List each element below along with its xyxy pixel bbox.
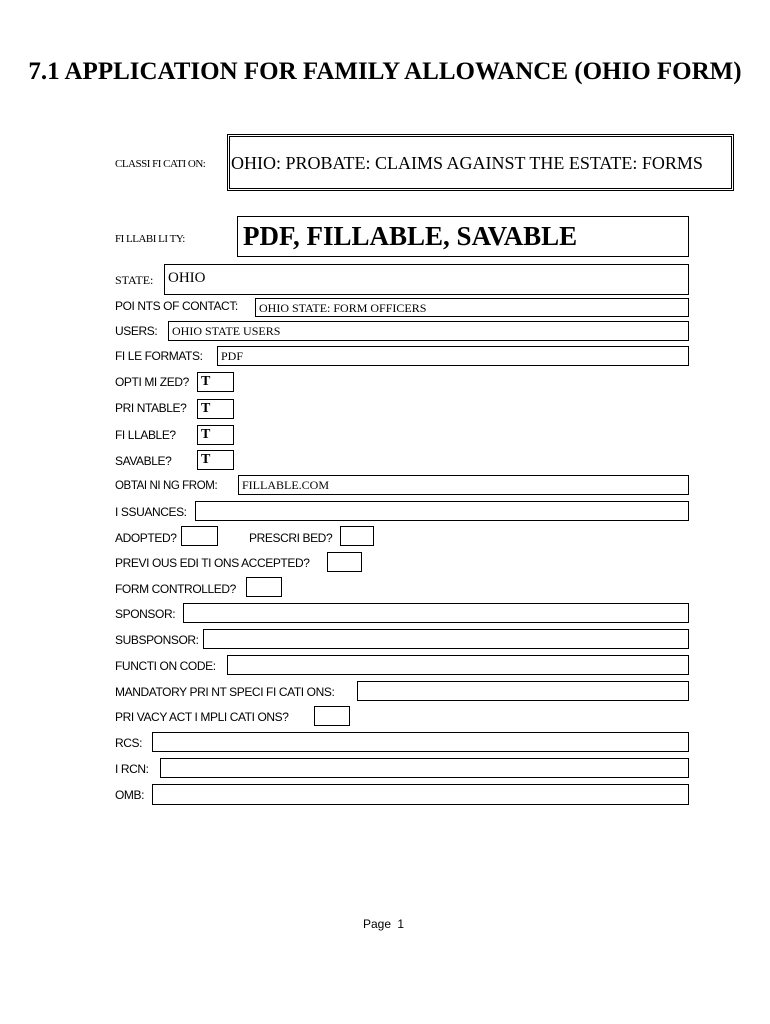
savable-label: SAVABLE?	[115, 454, 172, 468]
state-value: OHIO	[168, 270, 206, 286]
function-code-field[interactable]	[227, 655, 689, 675]
page-footer	[363, 917, 404, 931]
users-value: OHIO STATE USERS	[172, 324, 281, 338]
sponsor-label: SPONSOR:	[115, 607, 176, 621]
form-controlled-label: FORM CONTROLLED?	[115, 582, 236, 596]
prescribed-field[interactable]	[340, 526, 374, 546]
state-label: STATE:	[115, 273, 154, 287]
previous-editions-field[interactable]	[327, 552, 362, 572]
ircn-field[interactable]	[160, 758, 689, 778]
issuances-label: I SSUANCES:	[115, 505, 187, 519]
fillability-value: PDF, FILLABLE, SAVABLE	[243, 221, 578, 251]
obtaining-from-field[interactable]	[238, 475, 689, 495]
privacy-act-field[interactable]	[314, 706, 350, 726]
savable-field[interactable]	[197, 450, 234, 470]
printable-value: T	[201, 401, 211, 416]
points-of-contact-value: OHIO STATE: FORM OFFICERS	[259, 301, 427, 315]
omb-field[interactable]	[152, 784, 689, 805]
privacy-act-label: PRI VACY ACT I MPLI CATI ONS?	[115, 710, 289, 724]
printable-label: PRI NTABLE?	[115, 401, 187, 415]
users-field[interactable]	[168, 321, 689, 341]
file-formats-value: PDF	[221, 349, 244, 363]
fillable-value: T	[201, 427, 211, 442]
sponsor-field[interactable]	[183, 603, 689, 623]
mandatory-print-label: MANDATORY PRI NT SPECI FI CATI ONS:	[115, 685, 335, 699]
subsponsor-field[interactable]	[203, 629, 689, 649]
classification-label: CLASSI FI CATI ON:	[115, 158, 206, 170]
mandatory-print-field[interactable]	[357, 681, 689, 701]
issuances-field[interactable]	[195, 501, 689, 521]
users-label: USERS:	[115, 324, 158, 338]
function-code-label: FUNCTI ON CODE:	[115, 659, 216, 673]
rcs-label: RCS:	[115, 736, 143, 750]
subsponsor-label: SUBSPONSOR:	[115, 633, 199, 647]
optimized-field[interactable]	[197, 372, 234, 392]
ircn-label: I RCN:	[115, 762, 149, 776]
fillability-label: FI LLABI LI TY:	[115, 233, 185, 245]
optimized-label: OPTI MI ZED?	[115, 375, 189, 389]
fillability-field[interactable]	[237, 216, 689, 257]
obtaining-from-label: OBTAI NI NG FROM:	[115, 480, 218, 492]
adopted-label: ADOPTED?	[115, 531, 177, 545]
points-of-contact-label: POI NTS OF CONTACT:	[115, 299, 238, 313]
form-controlled-field[interactable]	[246, 577, 282, 597]
savable-value: T	[201, 452, 211, 467]
fillable-label: FI LLABLE?	[115, 428, 176, 442]
classification-value: OHIO: PROBATE: CLAIMS AGAINST THE ESTATE: FORMS	[231, 153, 703, 173]
obtaining-from-value: FILLABLE.COM	[242, 478, 329, 492]
prescribed-label: PRESCRI BED?	[249, 531, 333, 545]
file-formats-field[interactable]	[217, 346, 689, 366]
page-label: Page	[363, 917, 392, 931]
points-of-contact-field[interactable]	[255, 298, 689, 317]
adopted-field[interactable]	[181, 526, 218, 546]
state-field[interactable]	[164, 264, 689, 295]
page-number: 1	[397, 917, 405, 931]
rcs-field[interactable]	[152, 732, 689, 752]
previous-editions-label: PREVI OUS EDI TI ONS ACCEPTED?	[115, 556, 310, 570]
file-formats-label: FI LE FORMATS:	[115, 349, 203, 363]
classification-field[interactable]	[227, 134, 734, 191]
printable-field[interactable]	[197, 399, 234, 419]
omb-label: OMB:	[115, 788, 145, 802]
page-title: 7.1 APPLICATION FOR FAMILY ALLOWANCE (OHIO FORM)	[28, 58, 742, 85]
optimized-value: T	[201, 374, 211, 389]
fillable-field[interactable]	[197, 425, 234, 445]
